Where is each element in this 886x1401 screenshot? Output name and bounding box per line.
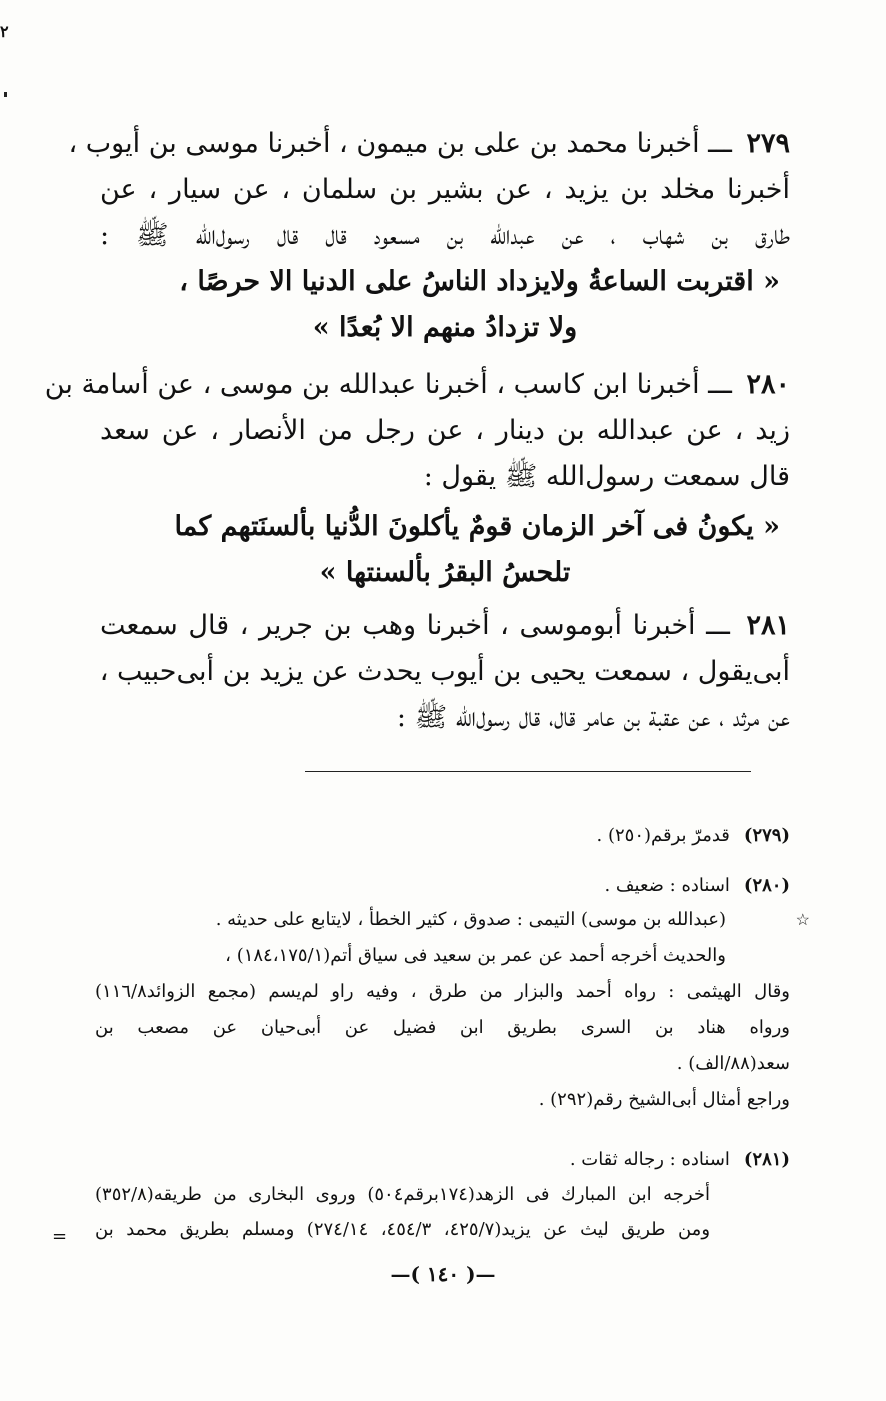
hadith-279-line-2: أخبرنا مخلد بن يزيد ، عن بشير بن سلمان ، عن سيار ، عن (100, 174, 790, 205)
hadith-280-quote-1: « يكونُ فى آخر الزمان قومٌ يأكلونَ الدُّنيا بألسنَتهم كما (174, 511, 780, 542)
note-280-line-5: سعد(٨٨/الف) . (676, 1053, 790, 1074)
hadith-280-line-1: ٢٨٠ ـــ أخبرنا ابن كاسب ، أخبرنا عبدالله بن موسى ، عن أسامة بن (44, 369, 790, 400)
hadith-279-line-1: ٢٧٩ ـــ أخبرنا محمد بن على بن ميمون ، أخبرنا موسى بن أيوب ، (68, 128, 790, 159)
hadith-number: ٢٨١ (746, 610, 790, 641)
page-number: —( ١٤٠ )— (390, 1262, 496, 1286)
hadith-281-line-3: عن مرثد ، عن عقبة بن عامر قال، قال رسول‌الله ﷺ : (396, 702, 790, 733)
footnotes (44, 0, 810, 1260)
note-number: (٢٨٠) (743, 875, 790, 896)
star-icon: ☆ (795, 910, 810, 929)
hadith-281-line-1: ٢٨١ ـــ أخبرنا أبوموسى ، أخبرنا وهب بن جرير ، قال سمعت (100, 610, 790, 641)
hadith-279-line-3: طارق بن شهاب ، عن عبدالله بن مسعود قال قال رسول‌الله ﷺ : (100, 220, 790, 251)
hadith-number: ٢٨٠ (746, 369, 790, 400)
hadith-279-quote-1: « اقتربت الساعةُ ولايزداد الناسُ على الدنيا الا حرصًا ، (179, 266, 780, 297)
note-280-line-1: ☆ (عبدالله بن موسى) التيمى : صدوق ، كثير الخطأ ، لايتابع على حديثه . (95, 906, 790, 934)
note-280: (٢٨٠)اسناده : ضعيف . (95, 872, 790, 900)
margin-mark: ٢ (0, 22, 9, 41)
note-280-line-4: ورواه هناد بن السرى بطريق ابن فضيل عن أبى‌حيان عن مصعب بن (95, 1017, 790, 1038)
note-281: (٢٨١)اسناده : رجاله ثقات . (95, 1146, 790, 1174)
note-281-line-2: ومن طريق ليث عن يزيد(٤٢٥/٧، ٤٥٤/٣، ٢٧٤/١٤) ومسلم بطريق محمد بن (95, 1219, 711, 1240)
margin-dot (4, 92, 7, 97)
hadith-280-quote-2: تلحسُ البقرُ بألسنتها » (319, 557, 571, 588)
hadith-number: ٢٧٩ (746, 128, 790, 159)
note-280-line-6: وراجع أمثال أبى‌الشيخ رقم(٢٩٢) . (538, 1089, 790, 1110)
note-number: (٢٨١) (743, 1149, 790, 1170)
hadith-280-line-3: قال سمعت رسول‌الله ﷺ يقول : (423, 461, 790, 492)
note-281-line-1: أخرجه ابن المبارك فى الزهد(١٧٤برقم٥٠٤) وروى البخارى من طريقه(٣٥٢/٨) (95, 1184, 710, 1205)
continuation-mark: = (52, 1226, 68, 1247)
note-280-line-3: وقال الهيثمى : رواه أحمد والبزار من طرق ، وفيه راو لم‌يسم (مجمع الزوائد١١٦/٨) (95, 981, 790, 1002)
hadith-279-quote-2: ولا تزدادُ منهم الا بُعدًا » (312, 312, 578, 343)
hadith-280-line-2: زيد ، عن عبدالله بن دينار ، عن رجل من الأنصار ، عن سعد (100, 415, 790, 446)
note-280-line-2: والحديث أخرجه أحمد عن عمر بن سعيد فى سياق أتم(١٨٤،١٧٥/١) ، (225, 945, 726, 966)
note-279: (٢٧٩)قدمرّ برقم(٢٥٠) . (95, 822, 790, 850)
hadith-281-line-2: أبى‌يقول ، سمعت يحيى بن أيوب يحدث عن يزيد بن أبى‌حبيب ، (99, 656, 790, 687)
note-number: (٢٧٩) (743, 825, 790, 846)
